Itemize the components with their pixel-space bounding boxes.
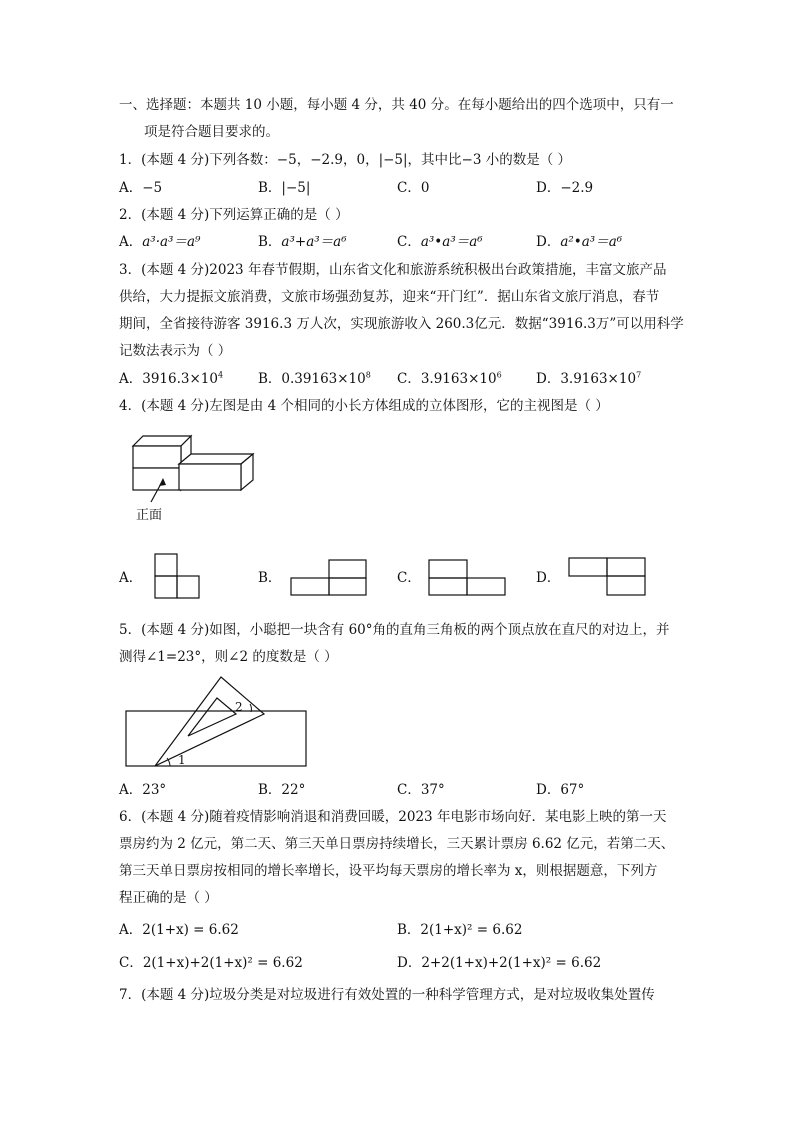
question-7-stem: 7．(本题 4 分)垃圾分类是对垃圾进行有效处置的一种科学管理方式，是对垃圾收集处置传: [119, 987, 655, 1003]
q1-option-b[interactable]: B．|−5|: [258, 180, 311, 196]
q6-option-d[interactable]: D．2+2(1+x)+2(1+x)² = 6.62: [397, 955, 602, 971]
q5-option-b[interactable]: B．22°: [258, 782, 306, 798]
q5-option-d[interactable]: D．67°: [536, 782, 585, 798]
question-6-stem-3: 第三天单日票房按相同的增长率增长，设平均每天票房的增长率为 x，则根据题意，下列方: [119, 863, 658, 879]
q6-option-a[interactable]: A．2(1+x) = 6.62: [119, 922, 239, 938]
question-5-stem: 5．(本题 4 分)如图，小聪把一块含有 60°角的直角三角板的两个顶点放在直尺的对边上，并: [119, 622, 670, 638]
q5-option-a[interactable]: A．23°: [119, 782, 167, 798]
q5-angle-1-label: 1: [178, 753, 186, 767]
q5-ruler-triangle-figure: [124, 674, 310, 770]
q4-option-d-figure[interactable]: [567, 556, 649, 598]
q3-option-d[interactable]: D．$3.9163\times 10^7$: [536, 370, 642, 387]
q3-option-a[interactable]: A．$3916.3\times 10^4$: [119, 370, 224, 387]
q2-option-d[interactable]: D．a²•a³＝a⁶: [536, 234, 623, 250]
q4-option-c-figure[interactable]: [427, 558, 509, 598]
section-heading: 一、选择题：本题共 10 小题，每小题 4 分，共 40 分。在每小题给出的四个选项中，只有一: [119, 97, 674, 113]
q2-option-a[interactable]: A．a³·a³＝a⁹: [119, 234, 201, 250]
q6-option-c[interactable]: C．2(1+x)+2(1+x)² = 6.62: [119, 955, 303, 971]
q3-option-c[interactable]: C．$3.9163\times 10^6$: [397, 370, 502, 387]
section-heading-cont: 项是符合题目要求的。: [144, 124, 279, 140]
q4-option-c[interactable]: C．: [397, 570, 421, 586]
q1-option-a[interactable]: A．−5: [119, 180, 163, 196]
q5-angle-2-label: 2: [235, 700, 243, 714]
q2-option-b[interactable]: B．a³+a³＝a⁶: [258, 234, 347, 250]
question-2-stem: 2．(本题 4 分)下列运算正确的是（ ）: [119, 207, 349, 223]
question-3-stem-2: 供给，大力提振文旅消费，文旅市场强劲复苏，迎来“开门红”．据山东省文旅厅消息，春节: [119, 289, 660, 305]
question-3-stem-4: 记数法表示为（ ）: [119, 343, 232, 359]
q4-option-d[interactable]: D．: [536, 570, 561, 586]
question-4-stem: 4．(本题 4 分)左图是由 4 个相同的小长方体组成的立体图形，它的主视图是（ ）: [119, 398, 609, 414]
q4-option-b[interactable]: B．: [258, 570, 282, 586]
q4-front-label: 正面: [136, 508, 163, 523]
q4-option-b-figure[interactable]: [289, 558, 369, 598]
question-1-stem: 1．(本题 4 分)下列各数：−5，−2.9，0，|−5|，其中比−3 小的数是（ ）: [119, 152, 572, 168]
q1-option-d[interactable]: D．−2.9: [536, 180, 594, 196]
question-6-stem-4: 程正确的是（ ）: [119, 890, 218, 906]
q1-option-c[interactable]: C．0: [397, 180, 430, 196]
q4-option-a-figure[interactable]: [153, 552, 203, 600]
question-3-stem: 3．(本题 4 分)2023 年春节假期，山东省文化和旅游系统积极出台政策措施，丰富文旅产品: [119, 262, 667, 278]
question-5-stem-2: 测得∠1=23°，则∠2 的度数是（ ）: [119, 649, 338, 665]
question-6-stem-2: 票房约为 2 亿元，第二天、第三天单日票房持续增长，三天累计票房 6.62 亿元，若第二天、: [119, 836, 675, 852]
q3-option-b[interactable]: B．$0.39163\times 10^8$: [258, 370, 371, 387]
question-3-stem-3: 期间，全省接待游客 3916.3 万人次，实现旅游收入 260.3亿元．数据“3916.3万”可以用科学: [119, 316, 684, 332]
q5-option-c[interactable]: C．37°: [397, 782, 445, 798]
q2-option-c[interactable]: C．a³•a³＝a⁶: [397, 234, 483, 250]
q6-option-b[interactable]: B．2(1+x)² = 6.62: [397, 922, 523, 938]
question-6-stem: 6．(本题 4 分)随着疫情影响消退和消费回暖，2023 年电影市场向好．某电影上映的第一天: [119, 809, 667, 825]
q4-option-a[interactable]: A．: [119, 570, 143, 586]
